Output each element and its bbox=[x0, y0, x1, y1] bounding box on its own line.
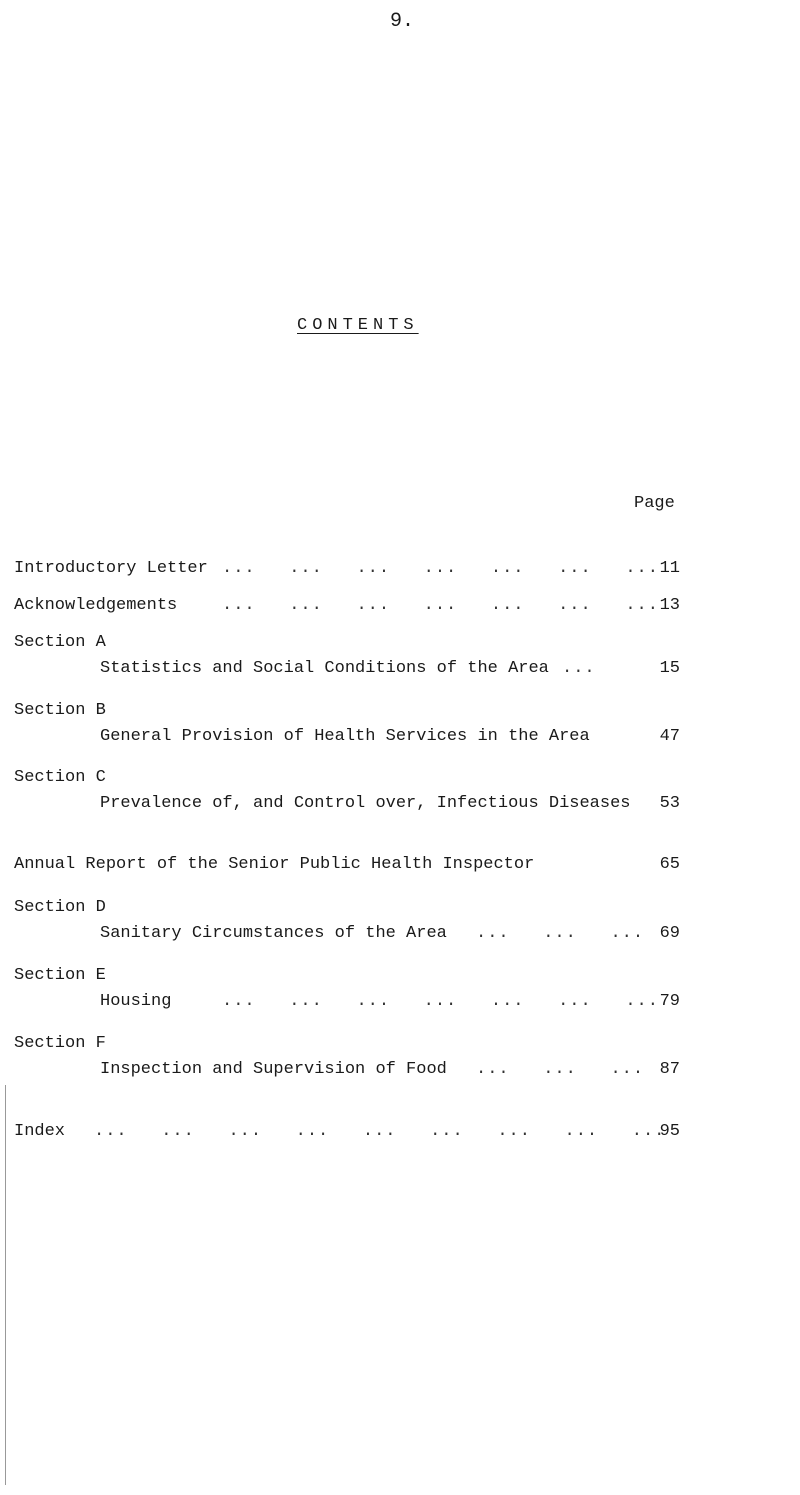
section-f-heading: Section F bbox=[14, 1034, 106, 1053]
toc-entry-label: Inspection and Supervision of Food bbox=[100, 1060, 447, 1079]
toc-leader: ... ... ... ... ... ... ... bbox=[222, 992, 659, 1011]
toc-entry-label: Sanitary Circumstances of the Area bbox=[100, 924, 447, 943]
section-c-heading: Section C bbox=[14, 768, 106, 787]
toc-entry-page: 47 bbox=[659, 727, 680, 746]
page-number: 9. bbox=[390, 10, 415, 33]
toc-entry-page: 87 bbox=[659, 1060, 680, 1079]
toc-entry-label: Statistics and Social Conditions of the Area bbox=[100, 659, 549, 678]
page-margin-line bbox=[5, 1085, 6, 1485]
section-d-heading: Section D bbox=[14, 898, 106, 917]
toc-entry-page: 65 bbox=[659, 855, 680, 874]
toc-entry-section-d bbox=[0, 924, 800, 950]
toc-entry-introductory-letter bbox=[0, 559, 800, 585]
toc-entry-section-e bbox=[0, 992, 800, 1018]
toc-entry-page: 53 bbox=[659, 794, 680, 813]
toc-entry-section-b bbox=[0, 727, 800, 753]
page-column-heading: Page bbox=[634, 494, 675, 513]
toc-entry-section-a bbox=[0, 659, 800, 685]
toc-entry-section-f bbox=[0, 1060, 800, 1086]
toc-entry-label: Index bbox=[14, 1122, 66, 1141]
toc-entry-page: 79 bbox=[659, 992, 680, 1011]
toc-leader: ... ... ... ... ... ... ... ... ... bbox=[94, 1122, 666, 1141]
toc-entry-label: Acknowledgements bbox=[14, 596, 178, 615]
section-a-heading: Section A bbox=[14, 633, 106, 652]
toc-entry-section-c bbox=[0, 794, 800, 820]
toc-entry-label: Housing bbox=[100, 992, 172, 1011]
toc-entry-label: Prevalence of, and Control over, Infectious Diseases bbox=[100, 794, 631, 813]
toc-leader: ... ... ... ... ... ... ... bbox=[222, 596, 659, 615]
toc-leader: ... ... ... ... ... ... ... bbox=[222, 559, 659, 578]
toc-entry-label: Annual Report of the Senior Public Health Inspector bbox=[14, 855, 535, 874]
toc-entry-index bbox=[0, 1122, 800, 1148]
toc-entry-label: General Provision of Health Services in the Area bbox=[100, 727, 590, 746]
section-b-heading: Section B bbox=[14, 701, 106, 720]
toc-leader: ... ... ... bbox=[476, 924, 645, 943]
toc-entry-acknowledgements bbox=[0, 596, 800, 622]
toc-entry-page: 15 bbox=[659, 659, 680, 678]
toc-entry-page: 11 bbox=[659, 559, 680, 578]
toc-entry-page: 69 bbox=[659, 924, 680, 943]
contents-title: CONTENTS bbox=[297, 316, 419, 335]
section-e-heading: Section E bbox=[14, 966, 106, 985]
toc-entry-annual-report bbox=[0, 855, 800, 881]
toc-entry-label: Introductory Letter bbox=[14, 559, 208, 578]
toc-leader: ... bbox=[562, 659, 596, 678]
toc-entry-page: 95 bbox=[659, 1122, 680, 1141]
toc-entry-page: 13 bbox=[659, 596, 680, 615]
toc-leader: ... ... ... bbox=[476, 1060, 645, 1079]
